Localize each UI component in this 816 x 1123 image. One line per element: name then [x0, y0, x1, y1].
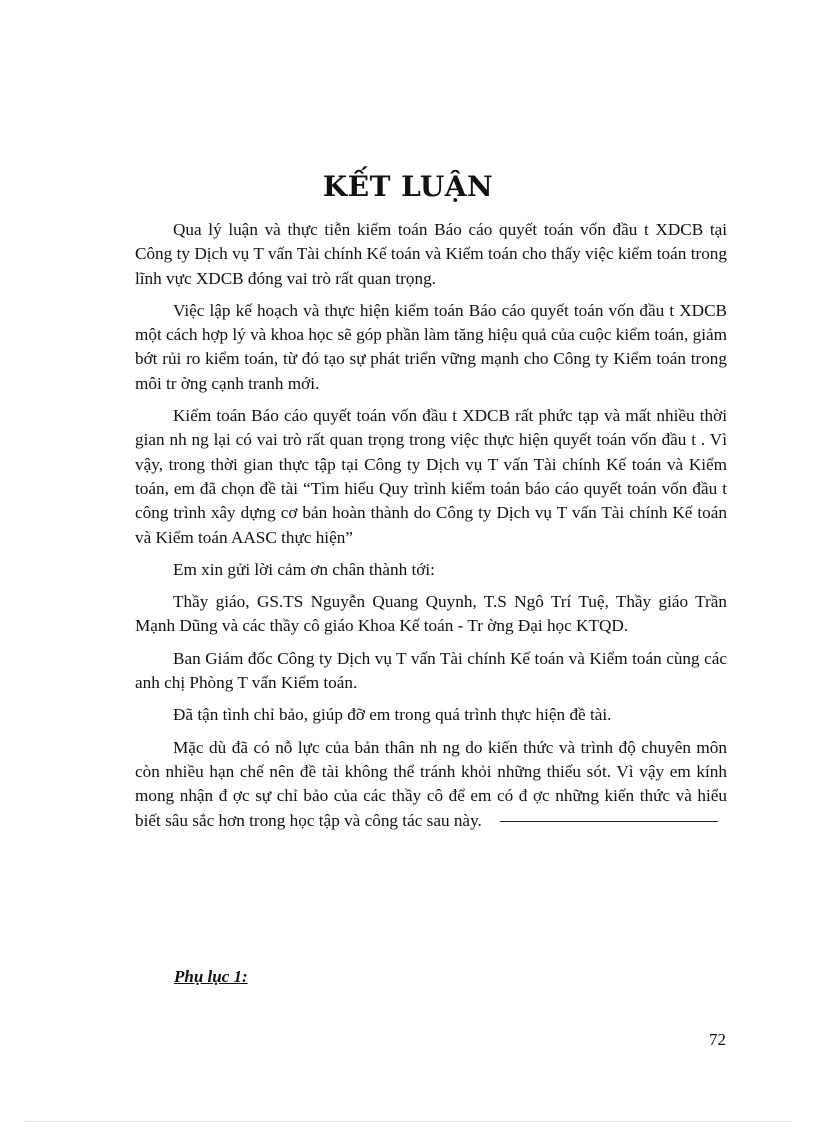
- document-body: [135, 218, 727, 841]
- page-number: 72: [709, 1030, 726, 1049]
- paragraph-thanks-guidance: Đã tận tình chỉ bảo, giúp đỡ em trong quá trình thực hiện đề tài.: [173, 705, 612, 725]
- closing-rule: [500, 821, 718, 822]
- paragraph-planning: Việc lập kế hoạch và thực hiện kiểm toán Báo cáo quyết toán vốn đầu t XDCB một cách hợp lý và khoa học sẽ góp phần làm tăng hiệu quả của cuộc kiểm toán, giảm bớt rủi ro kiểm toán, từ đó tạo sự phát triển vững mạnh cho Công ty Kiểm toán trong môi tr ờng cạnh tranh mới.: [135, 300, 727, 393]
- paragraph-thanks-company: Ban Giám đốc Công ty Dịch vụ T vấn Tài chính Kế toán và Kiểm toán cùng các anh chị Phòng T vấn Kiểm toán.: [135, 648, 727, 693]
- paragraph-closing: [135, 736, 727, 833]
- paragraph-closing-text: Mặc dù đã có nỗ lực của bản thân nh ng do kiến thức và trình độ chuyên môn còn nhiều hạn chế nên đề tài không thể tránh khỏi những thiếu sót. Vì vậy em kính mong nhận đ ợc sự chỉ bảo của các thầy cô để em có đ ợc những kiến thức và hiểu biết sâu sắc hơn trong học tập và công tác sau này.: [135, 737, 727, 830]
- paragraph-thanks-teachers: Thầy giáo, GS.TS Nguyễn Quang Quynh, T.S Ngô Trí Tuệ, Thầy giáo Trần Mạnh Dũng và các thầy cô giáo Khoa Kế toán - Tr ờng Đại học KTQD.: [135, 592, 727, 636]
- appendix-heading: Phụ lục 1:: [174, 967, 248, 986]
- paragraph-intro: Qua lý luận và thực tiễn kiểm toán Báo cáo quyết toán vốn đầu t XDCB tại Công ty Dịch vụ T vấn Tài chính Kế toán và Kiểm toán cho thấy việc kiểm toán trong lĩnh vực XDCB đóng vai trò rất quan trọng.: [135, 220, 727, 288]
- page-title: KẾT LUẬN: [322, 170, 494, 203]
- page-border: [25, 1121, 791, 1122]
- paragraph-thanks-intro: Em xin gửi lời cảm ơn chân thành tới:: [173, 559, 435, 579]
- paragraph-topic: Kiểm toán Báo cáo quyết toán vốn đầu t XDCB rất phức tạp và mất nhiều thời gian nh ng lại có vai trò rất quan trọng trong việc thực hiện quyết toán vốn đầu t . Vì vậy, trong thời gian thực tập tại Công ty Dịch vụ T vấn Tài chính Kế toán và Kiểm toán, em đã chọn đề tài “Tìm hiểu Quy trình kiểm toán báo cáo quyết toán vốn đầu t công trình xây dựng cơ bản hoàn thành do Công ty Dịch vụ T vấn Tài chính Kế toán và Kiểm toán AASC thực hiện”: [135, 406, 727, 547]
